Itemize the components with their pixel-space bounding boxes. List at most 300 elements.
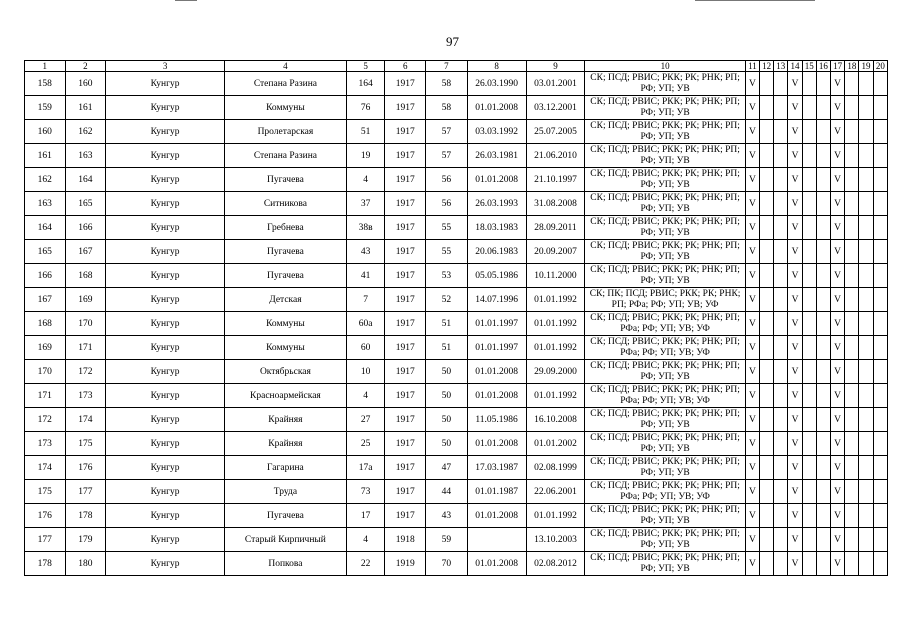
empty-flag-cell-12 <box>760 360 774 384</box>
city-cell: Кунгур <box>106 360 225 384</box>
empty-flag-cell-13 <box>774 384 788 408</box>
flag-cell-17: V <box>831 528 845 552</box>
column-header-15: 15 <box>802 61 816 72</box>
date-2-cell: 01.01.1992 <box>526 312 585 336</box>
empty-flag-cell-15 <box>802 72 816 96</box>
empty-flag-cell-18 <box>845 72 859 96</box>
empty-flag-cell-15 <box>802 288 816 312</box>
flag-cell-11: V <box>745 264 759 288</box>
flag-cell-14: V <box>788 168 802 192</box>
house-cell: 22 <box>346 552 385 576</box>
codes-cell: СК; ПСД; РВИС; РКК; РК; РНК; РП; РФ; УП; УВ <box>585 144 745 168</box>
street-cell: Пугачева <box>225 168 347 192</box>
empty-flag-cell-20 <box>873 336 887 360</box>
empty-flag-cell-18 <box>845 240 859 264</box>
empty-flag-cell-18 <box>845 432 859 456</box>
year-cell: 1917 <box>385 456 426 480</box>
street-cell: Труда <box>225 480 347 504</box>
empty-flag-cell-16 <box>816 240 830 264</box>
flag-cell-11: V <box>745 528 759 552</box>
column-header-5: 5 <box>346 61 385 72</box>
entry-number-cell: 165 <box>65 192 106 216</box>
empty-flag-cell-20 <box>873 264 887 288</box>
entry-number-cell: 175 <box>65 432 106 456</box>
street-cell: Пугачева <box>225 264 347 288</box>
codes-cell: СК; ПСД; РВИС; РКК; РК; РНК; РП; РФ; УП; УВ <box>585 264 745 288</box>
house-cell: 73 <box>346 480 385 504</box>
age-cell: 52 <box>426 288 468 312</box>
year-cell: 1917 <box>385 360 426 384</box>
city-cell: Кунгур <box>106 240 225 264</box>
date-2-cell: 01.01.2002 <box>526 432 585 456</box>
codes-cell: СК; ПК; ПСД; РВИС; РКК; РК; РНК; РП; РФа; РФ; УП; УВ; УФ <box>585 288 745 312</box>
date-2-cell: 03.12.2001 <box>526 96 585 120</box>
empty-flag-cell-20 <box>873 216 887 240</box>
flag-cell-17: V <box>831 504 845 528</box>
age-cell: 57 <box>426 120 468 144</box>
empty-flag-cell-12 <box>760 456 774 480</box>
table-row <box>25 384 888 408</box>
date-2-cell: 21.06.2010 <box>526 144 585 168</box>
empty-flag-cell-19 <box>859 72 873 96</box>
row-number-cell: 173 <box>25 432 66 456</box>
empty-flag-cell-20 <box>873 168 887 192</box>
house-cell: 60а <box>346 312 385 336</box>
row-number-cell: 163 <box>25 192 66 216</box>
entry-number-cell: 178 <box>65 504 106 528</box>
empty-flag-cell-19 <box>859 144 873 168</box>
street-cell: Детская <box>225 288 347 312</box>
table-row <box>25 528 888 552</box>
flag-cell-14: V <box>788 72 802 96</box>
codes-cell: СК; ПСД; РВИС; РКК; РК; РНК; РП; РФа; РФ; УП; УВ; УФ <box>585 384 745 408</box>
empty-flag-cell-16 <box>816 336 830 360</box>
entry-number-cell: 167 <box>65 240 106 264</box>
empty-flag-cell-18 <box>845 552 859 576</box>
empty-flag-cell-16 <box>816 144 830 168</box>
flag-cell-17: V <box>831 72 845 96</box>
street-cell: Пролетарская <box>225 120 347 144</box>
year-cell: 1918 <box>385 528 426 552</box>
street-cell: Октябрьская <box>225 360 347 384</box>
empty-flag-cell-12 <box>760 288 774 312</box>
row-number-cell: 160 <box>25 120 66 144</box>
page-number: 97 <box>446 34 459 49</box>
empty-flag-cell-16 <box>816 456 830 480</box>
empty-flag-cell-15 <box>802 192 816 216</box>
codes-cell: СК; ПСД; РВИС; РКК; РК; РНК; РП; РФ; УП; УВ <box>585 168 745 192</box>
row-number-cell: 169 <box>25 336 66 360</box>
table-row <box>25 504 888 528</box>
empty-flag-cell-12 <box>760 504 774 528</box>
entry-number-cell: 176 <box>65 456 106 480</box>
empty-flag-cell-16 <box>816 96 830 120</box>
date-2-cell: 25.07.2005 <box>526 120 585 144</box>
age-cell: 59 <box>426 528 468 552</box>
city-cell: Кунгур <box>106 336 225 360</box>
table-row <box>25 312 888 336</box>
table-row <box>25 408 888 432</box>
flag-cell-11: V <box>745 216 759 240</box>
empty-flag-cell-16 <box>816 192 830 216</box>
empty-flag-cell-18 <box>845 288 859 312</box>
empty-flag-cell-13 <box>774 360 788 384</box>
empty-flag-cell-15 <box>802 168 816 192</box>
table-row <box>25 240 888 264</box>
row-number-cell: 164 <box>25 216 66 240</box>
scan-mark-right <box>695 0 815 1</box>
date-1-cell: 20.06.1983 <box>467 240 526 264</box>
city-cell: Кунгур <box>106 312 225 336</box>
empty-flag-cell-15 <box>802 408 816 432</box>
city-cell: Кунгур <box>106 432 225 456</box>
empty-flag-cell-12 <box>760 408 774 432</box>
empty-flag-cell-13 <box>774 96 788 120</box>
empty-flag-cell-20 <box>873 408 887 432</box>
flag-cell-17: V <box>831 312 845 336</box>
flag-cell-17: V <box>831 288 845 312</box>
empty-flag-cell-16 <box>816 288 830 312</box>
table-row <box>25 360 888 384</box>
empty-flag-cell-13 <box>774 144 788 168</box>
empty-flag-cell-20 <box>873 552 887 576</box>
street-cell: Коммуны <box>225 312 347 336</box>
empty-flag-cell-12 <box>760 120 774 144</box>
empty-flag-cell-15 <box>802 240 816 264</box>
empty-flag-cell-18 <box>845 384 859 408</box>
empty-flag-cell-19 <box>859 528 873 552</box>
entry-number-cell: 179 <box>65 528 106 552</box>
empty-flag-cell-19 <box>859 264 873 288</box>
year-cell: 1917 <box>385 288 426 312</box>
age-cell: 50 <box>426 384 468 408</box>
flag-cell-14: V <box>788 192 802 216</box>
table-row <box>25 120 888 144</box>
empty-flag-cell-18 <box>845 408 859 432</box>
house-cell: 38в <box>346 216 385 240</box>
empty-flag-cell-20 <box>873 240 887 264</box>
date-1-cell: 03.03.1992 <box>467 120 526 144</box>
date-2-cell: 13.10.2003 <box>526 528 585 552</box>
column-header-12: 12 <box>760 61 774 72</box>
flag-cell-11: V <box>745 384 759 408</box>
entry-number-cell: 174 <box>65 408 106 432</box>
empty-flag-cell-15 <box>802 312 816 336</box>
entry-number-cell: 171 <box>65 336 106 360</box>
entry-number-cell: 161 <box>65 96 106 120</box>
date-2-cell: 28.09.2011 <box>526 216 585 240</box>
date-2-cell: 31.08.2008 <box>526 192 585 216</box>
table-row <box>25 480 888 504</box>
empty-flag-cell-18 <box>845 192 859 216</box>
flag-cell-11: V <box>745 72 759 96</box>
age-cell: 57 <box>426 144 468 168</box>
codes-cell: СК; ПСД; РВИС; РКК; РК; РНК; РП; РФ; УП; УВ <box>585 528 745 552</box>
codes-cell: СК; ПСД; РВИС; РКК; РК; РНК; РП; РФ; УП; УВ <box>585 552 745 576</box>
flag-cell-11: V <box>745 288 759 312</box>
street-cell: Ситникова <box>225 192 347 216</box>
date-1-cell: 01.01.2008 <box>467 504 526 528</box>
year-cell: 1917 <box>385 384 426 408</box>
empty-flag-cell-16 <box>816 264 830 288</box>
empty-flag-cell-15 <box>802 96 816 120</box>
column-header-1: 1 <box>25 61 66 72</box>
register-table <box>24 60 888 576</box>
date-2-cell: 16.10.2008 <box>526 408 585 432</box>
column-header-11: 11 <box>745 61 759 72</box>
entry-number-cell: 164 <box>65 168 106 192</box>
empty-flag-cell-13 <box>774 456 788 480</box>
empty-flag-cell-19 <box>859 384 873 408</box>
row-number-cell: 166 <box>25 264 66 288</box>
city-cell: Кунгур <box>106 504 225 528</box>
flag-cell-11: V <box>745 96 759 120</box>
codes-cell: СК; ПСД; РВИС; РКК; РК; РНК; РП; РФ; УП; УВ <box>585 120 745 144</box>
table-row <box>25 432 888 456</box>
empty-flag-cell-12 <box>760 144 774 168</box>
empty-flag-cell-16 <box>816 120 830 144</box>
row-number-cell: 172 <box>25 408 66 432</box>
city-cell: Кунгур <box>106 216 225 240</box>
codes-cell: СК; ПСД; РВИС; РКК; РК; РНК; РП; РФ; УП; УВ <box>585 240 745 264</box>
house-cell: 4 <box>346 528 385 552</box>
empty-flag-cell-12 <box>760 240 774 264</box>
age-cell: 44 <box>426 480 468 504</box>
empty-flag-cell-15 <box>802 216 816 240</box>
flag-cell-14: V <box>788 240 802 264</box>
empty-flag-cell-15 <box>802 456 816 480</box>
table-row <box>25 168 888 192</box>
empty-flag-cell-13 <box>774 552 788 576</box>
age-cell: 70 <box>426 552 468 576</box>
flag-cell-14: V <box>788 456 802 480</box>
codes-cell: СК; ПСД; РВИС; РКК; РК; РНК; РП; РФ; УП; УВ <box>585 216 745 240</box>
flag-cell-11: V <box>745 360 759 384</box>
year-cell: 1917 <box>385 72 426 96</box>
entry-number-cell: 166 <box>65 216 106 240</box>
year-cell: 1917 <box>385 408 426 432</box>
flag-cell-17: V <box>831 336 845 360</box>
age-cell: 58 <box>426 72 468 96</box>
city-cell: Кунгур <box>106 528 225 552</box>
empty-flag-cell-12 <box>760 528 774 552</box>
city-cell: Кунгур <box>106 288 225 312</box>
date-1-cell: 01.01.2008 <box>467 552 526 576</box>
year-cell: 1917 <box>385 264 426 288</box>
date-2-cell: 01.01.1992 <box>526 336 585 360</box>
table-row <box>25 72 888 96</box>
row-number-cell: 167 <box>25 288 66 312</box>
street-cell: Красноармейская <box>225 384 347 408</box>
empty-flag-cell-19 <box>859 504 873 528</box>
street-cell: Степана Разина <box>225 72 347 96</box>
entry-number-cell: 163 <box>65 144 106 168</box>
empty-flag-cell-15 <box>802 384 816 408</box>
empty-flag-cell-19 <box>859 240 873 264</box>
column-header-4: 4 <box>225 61 347 72</box>
house-cell: 164 <box>346 72 385 96</box>
age-cell: 51 <box>426 312 468 336</box>
empty-flag-cell-12 <box>760 552 774 576</box>
table-row <box>25 192 888 216</box>
house-cell: 60 <box>346 336 385 360</box>
column-header-9: 9 <box>526 61 585 72</box>
empty-flag-cell-18 <box>845 336 859 360</box>
table-row <box>25 216 888 240</box>
empty-flag-cell-15 <box>802 552 816 576</box>
empty-flag-cell-12 <box>760 168 774 192</box>
street-cell: Степана Разина <box>225 144 347 168</box>
house-cell: 17а <box>346 456 385 480</box>
flag-cell-11: V <box>745 432 759 456</box>
flag-cell-11: V <box>745 120 759 144</box>
date-1-cell: 01.01.1987 <box>467 480 526 504</box>
empty-flag-cell-13 <box>774 504 788 528</box>
empty-flag-cell-19 <box>859 288 873 312</box>
entry-number-cell: 173 <box>65 384 106 408</box>
flag-cell-11: V <box>745 336 759 360</box>
flag-cell-17: V <box>831 168 845 192</box>
date-2-cell: 02.08.2012 <box>526 552 585 576</box>
flag-cell-17: V <box>831 408 845 432</box>
date-1-cell: 01.01.1997 <box>467 312 526 336</box>
flag-cell-14: V <box>788 288 802 312</box>
empty-flag-cell-16 <box>816 504 830 528</box>
flag-cell-14: V <box>788 408 802 432</box>
age-cell: 53 <box>426 264 468 288</box>
empty-flag-cell-18 <box>845 528 859 552</box>
table-row <box>25 552 888 576</box>
empty-flag-cell-16 <box>816 528 830 552</box>
empty-flag-cell-13 <box>774 192 788 216</box>
city-cell: Кунгур <box>106 72 225 96</box>
empty-flag-cell-16 <box>816 408 830 432</box>
age-cell: 50 <box>426 360 468 384</box>
city-cell: Кунгур <box>106 408 225 432</box>
empty-flag-cell-19 <box>859 312 873 336</box>
empty-flag-cell-20 <box>873 96 887 120</box>
year-cell: 1917 <box>385 504 426 528</box>
flag-cell-17: V <box>831 96 845 120</box>
year-cell: 1917 <box>385 432 426 456</box>
empty-flag-cell-13 <box>774 72 788 96</box>
empty-flag-cell-19 <box>859 216 873 240</box>
codes-cell: СК; ПСД; РВИС; РКК; РК; РНК; РП; РФа; РФ; УП; УВ; УФ <box>585 312 745 336</box>
column-header-18: 18 <box>845 61 859 72</box>
column-header-13: 13 <box>774 61 788 72</box>
entry-number-cell: 180 <box>65 552 106 576</box>
empty-flag-cell-18 <box>845 504 859 528</box>
city-cell: Кунгур <box>106 96 225 120</box>
date-1-cell: 14.07.1996 <box>467 288 526 312</box>
flag-cell-14: V <box>788 552 802 576</box>
empty-flag-cell-15 <box>802 264 816 288</box>
empty-flag-cell-19 <box>859 408 873 432</box>
empty-flag-cell-12 <box>760 216 774 240</box>
empty-flag-cell-20 <box>873 504 887 528</box>
date-2-cell: 20.09.2007 <box>526 240 585 264</box>
city-cell: Кунгур <box>106 480 225 504</box>
empty-flag-cell-16 <box>816 312 830 336</box>
empty-flag-cell-13 <box>774 528 788 552</box>
flag-cell-11: V <box>745 240 759 264</box>
age-cell: 56 <box>426 168 468 192</box>
empty-flag-cell-19 <box>859 456 873 480</box>
empty-flag-cell-20 <box>873 144 887 168</box>
flag-cell-11: V <box>745 480 759 504</box>
date-2-cell: 02.08.1999 <box>526 456 585 480</box>
flag-cell-17: V <box>831 120 845 144</box>
empty-flag-cell-15 <box>802 480 816 504</box>
flag-cell-14: V <box>788 336 802 360</box>
city-cell: Кунгур <box>106 192 225 216</box>
table-row <box>25 336 888 360</box>
column-header-16: 16 <box>816 61 830 72</box>
year-cell: 1917 <box>385 336 426 360</box>
empty-flag-cell-16 <box>816 72 830 96</box>
empty-flag-cell-13 <box>774 432 788 456</box>
row-number-cell: 177 <box>25 528 66 552</box>
flag-cell-14: V <box>788 144 802 168</box>
codes-cell: СК; ПСД; РВИС; РКК; РК; РНК; РП; РФ; УП; УВ <box>585 456 745 480</box>
house-cell: 19 <box>346 144 385 168</box>
empty-flag-cell-13 <box>774 288 788 312</box>
empty-flag-cell-20 <box>873 456 887 480</box>
house-cell: 41 <box>346 264 385 288</box>
empty-flag-cell-12 <box>760 96 774 120</box>
age-cell: 50 <box>426 432 468 456</box>
date-1-cell: 26.03.1990 <box>467 72 526 96</box>
empty-flag-cell-13 <box>774 312 788 336</box>
flag-cell-17: V <box>831 384 845 408</box>
empty-flag-cell-19 <box>859 480 873 504</box>
year-cell: 1917 <box>385 96 426 120</box>
flag-cell-14: V <box>788 264 802 288</box>
empty-flag-cell-13 <box>774 480 788 504</box>
empty-flag-cell-15 <box>802 432 816 456</box>
empty-flag-cell-18 <box>845 264 859 288</box>
empty-flag-cell-18 <box>845 120 859 144</box>
city-cell: Кунгур <box>106 552 225 576</box>
house-cell: 7 <box>346 288 385 312</box>
flag-cell-17: V <box>831 216 845 240</box>
empty-flag-cell-12 <box>760 432 774 456</box>
flag-cell-17: V <box>831 240 845 264</box>
empty-flag-cell-15 <box>802 144 816 168</box>
flag-cell-11: V <box>745 168 759 192</box>
empty-flag-cell-12 <box>760 192 774 216</box>
entry-number-cell: 170 <box>65 312 106 336</box>
codes-cell: СК; ПСД; РВИС; РКК; РК; РНК; РП; РФ; УП; УВ <box>585 504 745 528</box>
flag-cell-14: V <box>788 96 802 120</box>
date-1-cell: 01.01.2008 <box>467 360 526 384</box>
empty-flag-cell-19 <box>859 96 873 120</box>
empty-flag-cell-19 <box>859 552 873 576</box>
empty-flag-cell-12 <box>760 264 774 288</box>
empty-flag-cell-18 <box>845 96 859 120</box>
empty-flag-cell-19 <box>859 168 873 192</box>
empty-flag-cell-20 <box>873 288 887 312</box>
age-cell: 55 <box>426 216 468 240</box>
date-1-cell: 26.03.1993 <box>467 192 526 216</box>
city-cell: Кунгур <box>106 168 225 192</box>
street-cell: Крайняя <box>225 432 347 456</box>
date-2-cell: 10.11.2000 <box>526 264 585 288</box>
empty-flag-cell-19 <box>859 336 873 360</box>
street-cell: Коммуны <box>225 96 347 120</box>
age-cell: 55 <box>426 240 468 264</box>
codes-cell: СК; ПСД; РВИС; РКК; РК; РНК; РП; РФа; РФ; УП; УВ; УФ <box>585 480 745 504</box>
